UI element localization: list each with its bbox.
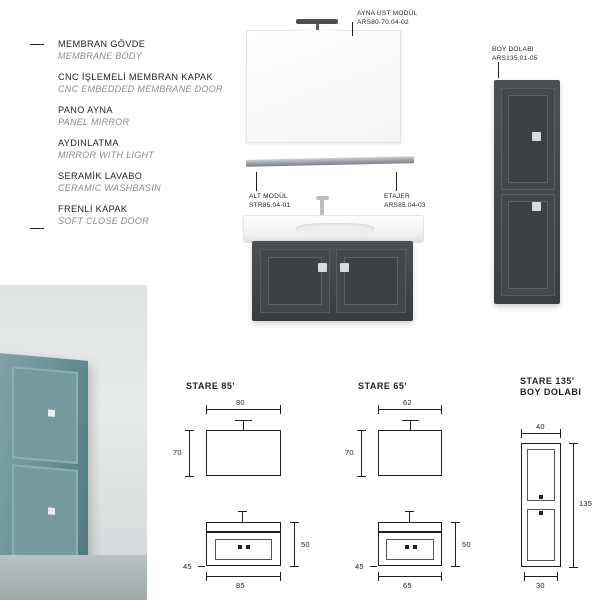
unit-handle-85 xyxy=(246,545,250,549)
tall-cabinet-door-panel xyxy=(508,201,548,289)
dim-line-mirror-width-65 xyxy=(378,409,442,410)
callout-base-unit-name: ALT MODÜL xyxy=(249,193,288,200)
dim-line-unit-side-85 xyxy=(198,566,205,567)
dim-line-cabinet-width-135 xyxy=(521,433,561,434)
photo-cabinet-door-upper xyxy=(12,366,78,464)
dim-line-unit-side-65 xyxy=(370,566,377,567)
lifestyle-photo xyxy=(0,285,147,600)
feature-item xyxy=(58,104,245,128)
mirror-outline-85 xyxy=(206,430,281,476)
unit-handle-65 xyxy=(405,545,409,549)
dim-tick xyxy=(280,405,281,414)
tall-cabinet-door-panel xyxy=(508,95,548,183)
dim-tick xyxy=(185,430,194,431)
photo-tall-cabinet xyxy=(0,353,88,571)
mirror-outline-65 xyxy=(378,430,442,476)
faucet-body xyxy=(320,198,324,216)
callout-shelf-code: ARS85.04-03 xyxy=(384,201,426,209)
dim-tick xyxy=(290,566,299,567)
mirror-lamp-stem-65 xyxy=(410,421,411,430)
mirror-lamp-stem-85 xyxy=(243,421,244,430)
dim-tick xyxy=(378,572,379,581)
feature-label-en: SOFT CLOSE DOOR xyxy=(58,216,150,226)
feature-label-tr: CNC İŞLEMELİ MEMBRAN KAPAK xyxy=(58,72,213,82)
callout-mirror-code: ARS80-70.04-02 xyxy=(357,18,409,26)
dim-tick xyxy=(185,476,194,477)
feature-label-en: CNC EMBEDDED MEMBRANE DOOR xyxy=(58,84,223,94)
dim-value-cabinet-width-135: 40 xyxy=(536,422,545,431)
callout-tall-cabinet-leader xyxy=(498,62,499,78)
unit-door-outline-85 xyxy=(215,539,272,560)
feature-label-en: MEMBRANE BODY xyxy=(58,51,142,61)
tall-cabinet xyxy=(494,80,560,304)
photo-cabinet-handle-upper xyxy=(48,409,55,417)
features-list xyxy=(30,38,245,236)
basin-outline-85 xyxy=(206,522,281,532)
mirror-lamp-bar-65 xyxy=(402,420,419,421)
dim-tick xyxy=(521,429,522,438)
callout-base-unit xyxy=(249,193,290,210)
dim-value-mirror-height-85: 70 xyxy=(173,448,182,457)
faucet-spout-drawing-85 xyxy=(238,511,247,512)
features-top-rule xyxy=(30,44,44,45)
tall-cabinet-door-upper xyxy=(501,88,555,190)
ceramic-washbasin xyxy=(243,215,424,243)
unit-handle-85 xyxy=(238,545,242,549)
dim-value-unit-side-65: 45 xyxy=(355,562,364,571)
tall-cabinet-door-lower xyxy=(501,194,555,296)
dim-tick xyxy=(524,572,525,581)
dim-line-mirror-width-85 xyxy=(206,409,281,410)
features-bottom-rule xyxy=(30,228,44,229)
feature-item xyxy=(58,38,245,62)
unit-door-outline-65 xyxy=(386,539,434,560)
feature-label-en: PANEL MIRROR xyxy=(58,117,130,127)
feature-item xyxy=(58,71,245,95)
dim-value-unit-height-85: 50 xyxy=(301,540,310,549)
dim-tick xyxy=(560,429,561,438)
callout-mirror xyxy=(357,10,417,27)
dim-tick xyxy=(441,405,442,414)
drawing-title-stare-65: STARE 65' xyxy=(358,381,407,391)
callout-mirror-name: AYNA ÜST MODÜL xyxy=(357,10,418,17)
callout-shelf xyxy=(384,193,426,210)
cabinet-handle-upper-135 xyxy=(539,495,543,499)
faucet-drawing-65 xyxy=(409,512,410,522)
drawing-title-stare-85: STARE 85' xyxy=(186,381,235,391)
cabinet-handle-lower-135 xyxy=(539,511,543,515)
photo-floor xyxy=(0,555,147,600)
photo-cabinet-handle-lower xyxy=(48,507,55,515)
dim-value-mirror-width-65: 62 xyxy=(403,398,412,407)
feature-label-tr: AYDINLATMA xyxy=(58,138,119,148)
feature-label-tr: SERAMİK LAVABO xyxy=(58,171,143,181)
dim-tick xyxy=(206,405,207,414)
vanity-door-left xyxy=(260,249,330,313)
dim-value-unit-height-65: 50 xyxy=(462,540,471,549)
dim-line-mirror-height-65 xyxy=(361,430,362,476)
dim-tick xyxy=(357,476,366,477)
drawing-title-stare-135-line1: STARE 135' xyxy=(520,376,575,386)
dim-value-cabinet-depth-135: 30 xyxy=(536,581,545,590)
dim-value-mirror-width-85: 80 xyxy=(236,398,245,407)
shelf-etajer xyxy=(246,156,414,167)
dim-value-unit-width-65: 65 xyxy=(403,581,412,590)
cabinet-door-lower-135 xyxy=(527,509,555,561)
dim-line-unit-height-85 xyxy=(294,522,295,566)
dim-line-cabinet-depth-135 xyxy=(524,576,558,577)
feature-label-tr: FRENLİ KAPAK xyxy=(58,204,128,214)
dim-tick xyxy=(451,566,460,567)
vanity-handle-left xyxy=(318,263,327,272)
vanity-door-panel xyxy=(344,257,398,305)
mirror-lamp-bar-85 xyxy=(235,420,252,421)
basin-outline-65 xyxy=(378,522,442,532)
dim-value-unit-side-85: 45 xyxy=(183,562,192,571)
callout-base-unit-code: STR85.04-01 xyxy=(249,201,291,209)
dim-tick xyxy=(557,572,558,581)
dim-tick xyxy=(569,567,578,568)
tall-cabinet-handle-lower xyxy=(532,202,541,211)
vanity-handle-right xyxy=(340,263,349,272)
vanity-door-right xyxy=(336,249,406,313)
dim-tick xyxy=(441,572,442,581)
dim-line-mirror-height-85 xyxy=(189,430,190,476)
dim-tick xyxy=(451,522,460,523)
dim-tick xyxy=(280,572,281,581)
tall-cabinet-handle-upper xyxy=(532,132,541,141)
dim-tick xyxy=(290,522,299,523)
photo-cabinet-door-lower xyxy=(12,464,78,562)
callout-shelf-name: ETAJER xyxy=(384,193,410,200)
feature-label-tr: MEMBRAN GÖVDE xyxy=(58,39,146,49)
callout-mirror-leader xyxy=(352,22,353,36)
feature-label-en: CERAMIC WASHBASIN xyxy=(58,183,161,193)
unit-handle-65 xyxy=(413,545,417,549)
vanity-door-panel xyxy=(268,257,322,305)
dim-line-cabinet-height-135 xyxy=(573,443,574,567)
base-unit-vanity xyxy=(252,241,413,321)
dim-value-mirror-height-65: 70 xyxy=(345,448,354,457)
dim-tick xyxy=(206,572,207,581)
drawing-title-stare-135 xyxy=(520,376,592,398)
dim-tick xyxy=(378,405,379,414)
dim-value-unit-width-85: 85 xyxy=(236,581,245,590)
dim-line-unit-height-65 xyxy=(455,522,456,566)
dim-tick xyxy=(569,443,578,444)
basin-bowl xyxy=(296,223,374,235)
dim-value-cabinet-height-135: 135 xyxy=(579,499,593,508)
faucet-drawing-85 xyxy=(242,512,243,522)
drawing-title-stare-135-line2: BOY DOLABI xyxy=(520,387,582,397)
feature-item xyxy=(58,203,245,227)
dim-line-unit-width-65 xyxy=(378,576,442,577)
cabinet-door-upper-135 xyxy=(527,449,555,501)
callout-tall-cabinet-name: BOY DOLABI xyxy=(492,46,534,53)
callout-shelf-leader xyxy=(396,172,397,191)
feature-item xyxy=(58,170,245,194)
faucet-spout-drawing-65 xyxy=(405,511,414,512)
dim-tick xyxy=(357,430,366,431)
mirror-light-glow xyxy=(286,30,348,56)
feature-label-en: MIRROR WITH LIGHT xyxy=(58,150,155,160)
feature-label-tr: PANO AYNA xyxy=(58,105,113,115)
callout-base-unit-leader xyxy=(256,172,257,191)
feature-item xyxy=(58,137,245,161)
dim-line-unit-width-85 xyxy=(206,576,281,577)
callout-tall-cabinet xyxy=(492,46,538,63)
callout-tall-cabinet-code: ARS135.01-05 xyxy=(492,54,538,62)
